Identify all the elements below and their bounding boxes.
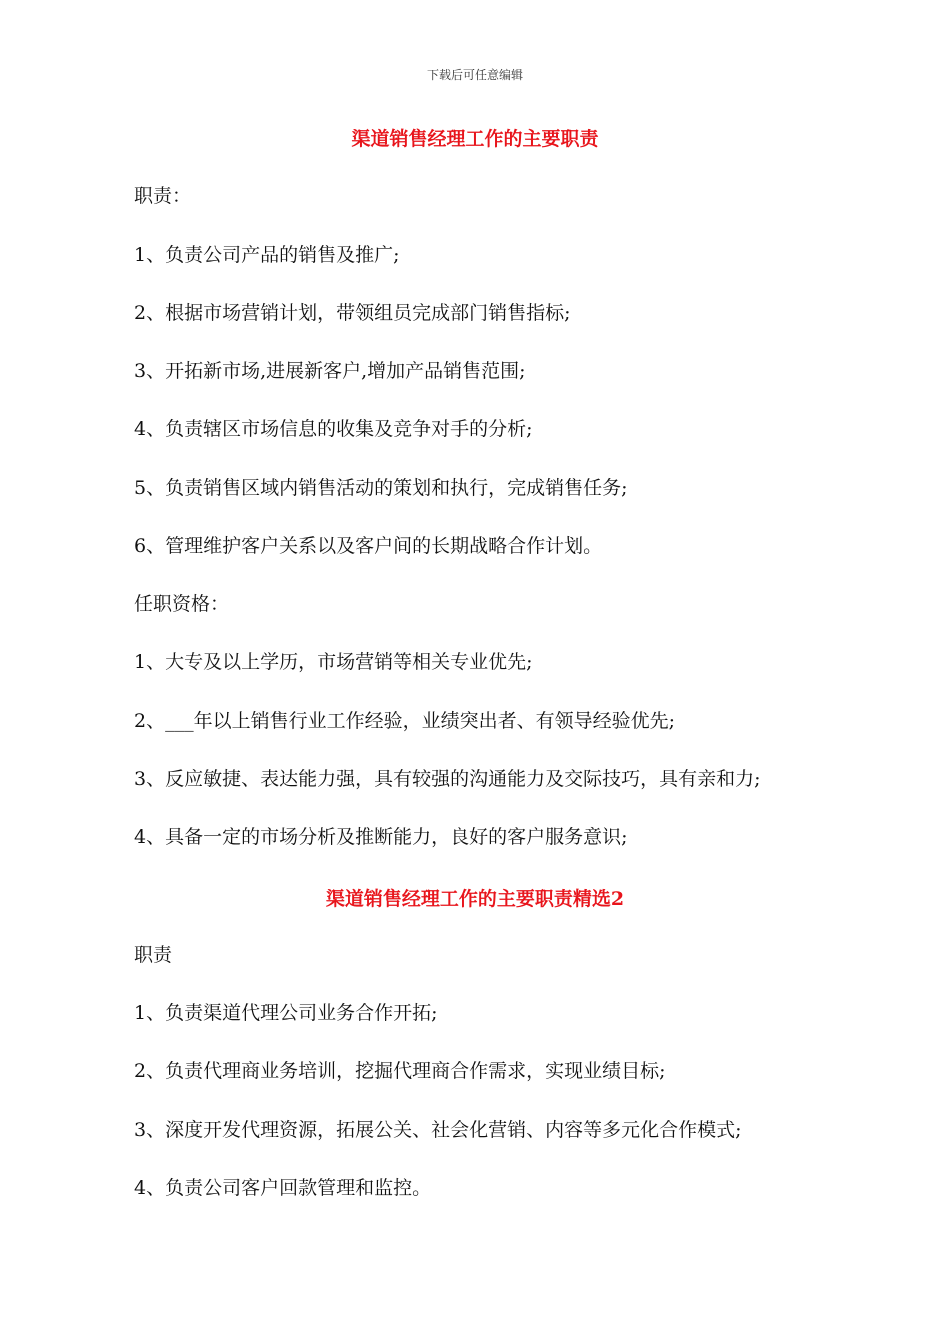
section1-title: 渠道销售经理工作的主要职责	[351, 128, 599, 150]
section1-qualification-item: 2、___年以上销售行业工作经验，业绩突出者、有领导经验优先;	[134, 710, 675, 732]
section1-duty-item: 2、根据市场营销计划，带领组员完成部门销售指标;	[134, 302, 571, 324]
section1-duty-item: 5、负责销售区域内销售活动的策划和执行，完成销售任务;	[134, 477, 628, 499]
section1-qualifications-heading: 任职资格：	[134, 593, 230, 615]
section2-duty-item: 1、负责渠道代理公司业务合作开拓;	[134, 1002, 438, 1024]
section1-duty-item: 1、负责公司产品的销售及推广;	[134, 244, 400, 266]
section2-duty-item: 3、深度开发代理资源，拓展公关、社会化营销、内容等多元化合作模式;	[134, 1119, 742, 1141]
section1-duty-item: 3、开拓新市场,进展新客户,增加产品销售范围;	[134, 360, 526, 382]
section1-duty-item: 4、负责辖区市场信息的收集及竞争对手的分析;	[134, 418, 533, 440]
section1-qualification-item: 4、具备一定的市场分析及推断能力，良好的客户服务意识;	[134, 826, 628, 848]
header-note: 下载后可任意编辑	[426, 68, 523, 82]
section1-duty-item: 6、管理维护客户关系以及客户间的长期战略合作计划。	[134, 535, 603, 557]
section1-qualification-item: 1、大专及以上学历，市场营销等相关专业优先;	[134, 651, 533, 673]
section2-duty-item: 2、负责代理商业务培训，挖掘代理商合作需求，实现业绩目标;	[134, 1060, 666, 1082]
section2-title: 渠道销售经理工作的主要职责精选2	[325, 888, 625, 910]
section1-qualification-item: 3、反应敏捷、表达能力强，具有较强的沟通能力及交际技巧，具有亲和力;	[134, 768, 761, 790]
section2-duty-item: 4、负责公司客户回款管理和监控。	[134, 1177, 432, 1199]
section2-duties-heading: 职责	[134, 944, 173, 966]
section1-duties-heading: 职责：	[134, 185, 192, 207]
